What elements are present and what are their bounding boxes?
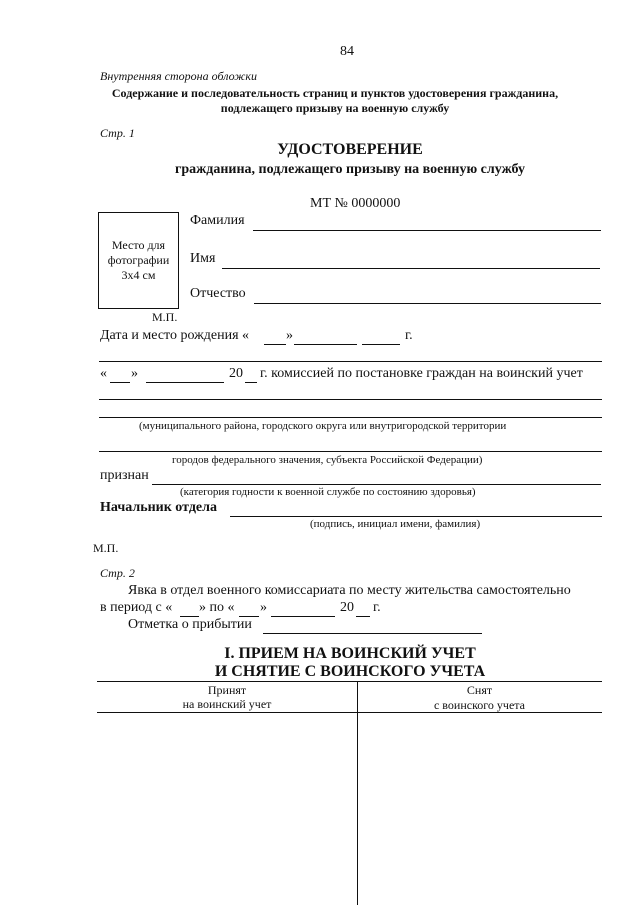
commission-year-prefix: 20 — [229, 366, 243, 381]
surname-label: Фамилия — [190, 213, 245, 228]
municipal-field-1[interactable] — [99, 399, 602, 400]
period-prefix: в период с « — [100, 600, 173, 615]
commission-close-quote: » — [131, 366, 138, 381]
page2-label: Стр. 2 — [100, 566, 135, 580]
period-suffix: г. — [373, 600, 381, 615]
appearance-text: Явка в отдел военного комиссариата по месту жительства самостоятельно — [128, 583, 571, 598]
certificate-number: МТ № 0000000 — [310, 196, 401, 211]
surname-field[interactable] — [253, 230, 601, 231]
commission-text: г. комиссией по постановке граждан на воинский учет — [260, 366, 583, 381]
stamp-mark-photo: М.П. — [152, 310, 178, 324]
arrival-label: Отметка о прибытии — [128, 617, 252, 632]
name-field[interactable] — [222, 268, 600, 269]
col-deregistered-line1: Снят — [466, 683, 493, 697]
recognized-field[interactable] — [152, 484, 601, 485]
photo-caption-line3: 3х4 см — [121, 268, 156, 282]
commission-open-quote: « — [100, 366, 107, 381]
patronymic-label: Отчество — [190, 286, 246, 301]
cover-note: Внутренняя сторона обложки — [100, 69, 258, 83]
table-header-rule — [97, 712, 602, 713]
period-year-field[interactable] — [356, 616, 370, 617]
birth-place-field[interactable] — [99, 361, 602, 362]
table-column-divider — [357, 681, 358, 905]
certificate-title: УДОСТОВЕРЕНИЕ — [277, 141, 423, 158]
federal-caption: городов федерального значения, субъекта Российской Федерации) — [172, 454, 483, 466]
period-mid1: » по « — [199, 600, 235, 615]
col-registered-line1: Принят — [207, 683, 247, 697]
federal-field[interactable] — [99, 451, 602, 452]
chief-label: Начальник отдела — [100, 500, 217, 515]
commission-day-field[interactable] — [110, 382, 130, 383]
recognized-label: признан — [100, 468, 149, 483]
birth-label: Дата и место рождения « — [100, 328, 250, 343]
birth-quote-close: » — [286, 328, 293, 343]
signature-caption: (подпись, инициал имени, фамилия) — [310, 518, 481, 530]
arrival-field[interactable] — [263, 633, 482, 634]
table-top-rule — [97, 681, 602, 682]
col-deregistered-line2: с воинского учета — [433, 698, 525, 712]
municipal-field-2[interactable] — [99, 417, 602, 418]
chief-signature-field[interactable] — [230, 516, 602, 517]
birth-year-suffix: г. — [405, 328, 413, 343]
section-title-line2: И СНЯТИЕ С ВОИНСКОГО УЧЕТА — [214, 663, 486, 680]
period-mid2: » — [260, 600, 267, 615]
fitness-caption: (категория годности к военной службе по состоянию здоровья) — [180, 486, 476, 498]
page1-label: Стр. 1 — [100, 126, 135, 140]
photo-caption-line1: Место для — [111, 238, 166, 252]
photo-caption-line2: фотографии — [107, 253, 170, 267]
period-month-field[interactable] — [271, 616, 335, 617]
patronymic-field[interactable] — [254, 303, 601, 304]
stamp-mark-bottom: М.П. — [93, 541, 119, 555]
col-registered-line2: на воинский учет — [182, 697, 272, 711]
contents-heading-line2: подлежащего призыву на военную службу — [220, 101, 450, 115]
birth-year-field[interactable] — [362, 344, 400, 345]
section-title-line1: I. ПРИЕМ НА ВОИНСКИЙ УЧЕТ — [224, 645, 476, 662]
photo-placeholder — [98, 212, 179, 309]
birth-month-field[interactable] — [294, 344, 357, 345]
municipal-caption: (муниципального района, городского округа или внутригородской территории — [139, 420, 507, 432]
commission-year-field[interactable] — [245, 382, 257, 383]
certificate-subtitle: гражданина, подлежащего призыву на военную службу — [174, 162, 526, 177]
period-year-prefix: 20 — [340, 600, 354, 615]
name-label: Имя — [190, 251, 216, 266]
contents-heading-line1: Содержание и последовательность страниц и пунктов удостоверения гражданина, — [111, 86, 559, 100]
commission-month-field[interactable] — [146, 382, 224, 383]
page-number: 84 — [340, 44, 354, 59]
birth-day-field[interactable] — [264, 344, 286, 345]
